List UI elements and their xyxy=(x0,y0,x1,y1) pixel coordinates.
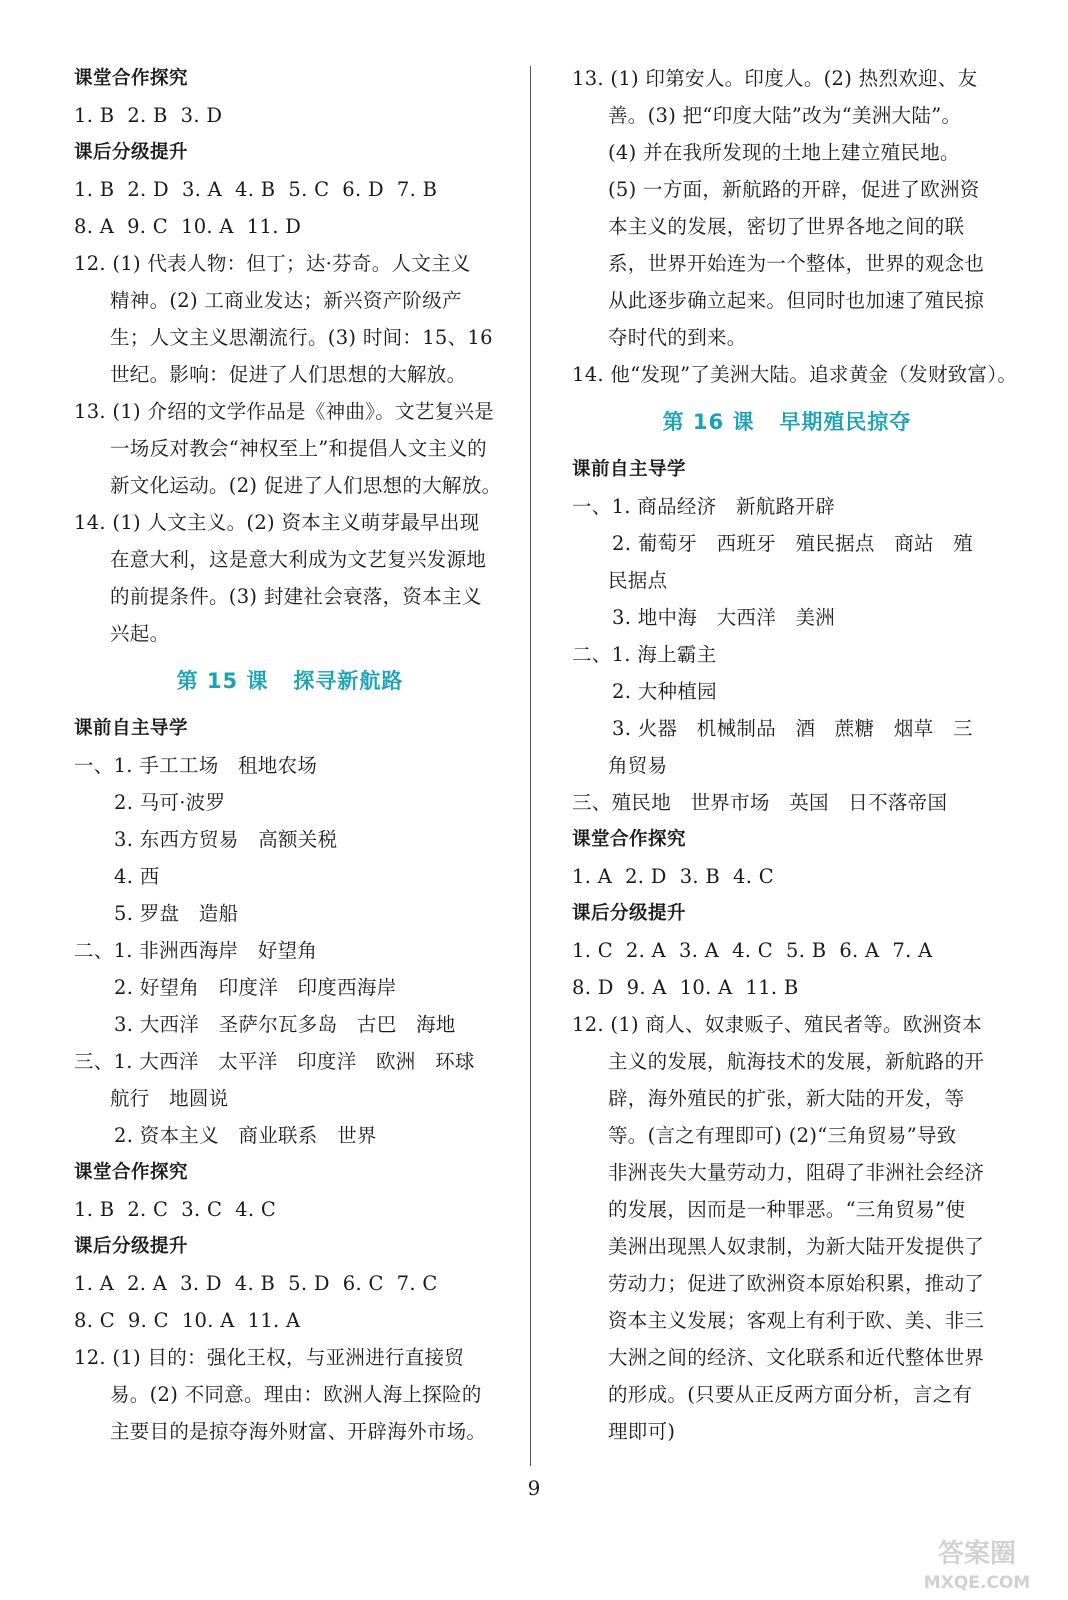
right-column xyxy=(572,60,1018,1450)
answer-line-continued: 易。(2) 不同意。理由：欧洲人海上探险的 xyxy=(110,1383,482,1406)
answer-line-continued: 世纪。影响：促进了人们思想的大解放。 xyxy=(110,363,467,386)
lesson-title: 第 16 课 早期殖民掠夺 xyxy=(662,410,912,434)
watermark-url: MXQE.COM xyxy=(923,1573,1031,1593)
answer-line-continued: 美洲出现黑人奴隶制，为新大陆开发提供了 xyxy=(608,1235,985,1258)
answer-line: 8. D 9. A 10. A 11. B xyxy=(572,976,799,999)
answer-subitem: 3. 火器 机械制品 酒 蔗糖 烟草 三 xyxy=(612,717,973,740)
answer-line-continued: 善。(3) 把“印度大陆”改为“美洲大陆”。 xyxy=(608,104,962,127)
answer-line: 三、殖民地 世界市场 英国 日不落帝国 xyxy=(572,791,948,814)
answer-line-continued: 理即可) xyxy=(608,1420,676,1443)
answer-subitem: 3. 东西方贸易 高额关税 xyxy=(114,828,338,851)
section-heading: 课前自主导学 xyxy=(572,459,687,480)
answer-line-continued: 新文化运动。(2) 促进了人们思想的大解放。 xyxy=(110,474,502,497)
answer-line-continued: 夺时代的到来。 xyxy=(608,326,747,349)
page-number: 9 xyxy=(527,1476,541,1500)
answer-line-continued: (4) 并在我所发现的土地上建立殖民地。 xyxy=(608,141,960,164)
answer-subitem: 2. 马可·波罗 xyxy=(114,791,226,814)
answer-line: 1. B 2. D 3. A 4. B 5. C 6. D 7. B xyxy=(74,178,438,201)
answer-line-continued: (5) 一方面，新航路的开辟，促进了欧洲资 xyxy=(608,178,980,201)
answer-subitem: 3. 地中海 大西洋 美洲 xyxy=(612,606,836,629)
answer-line-continued: 等。(言之有理即可) (2)“三角贸易”导致 xyxy=(608,1124,957,1147)
answer-line-continued: 精神。(2) 工商业发达；新兴资产阶级产 xyxy=(110,289,462,312)
section-heading: 课后分级提升 xyxy=(74,1236,189,1257)
answer-line: 1. A 2. D 3. B 4. C xyxy=(572,865,774,888)
answer-line-continued: 本主义的发展，密切了世界各地之间的联 xyxy=(608,215,965,238)
answer-line: 14. 他“发现”了美洲大陆。追求黄金（发财致富）。 xyxy=(572,363,1018,386)
answer-subitem: 2. 葡萄牙 西班牙 殖民据点 商站 殖 xyxy=(612,532,974,555)
answer-line-continued: 辟，海外殖民的扩张，新大陆的开发，等 xyxy=(608,1087,965,1110)
answer-line-continued: 的发展，因而是一种罪恶。“三角贸易”使 xyxy=(608,1198,966,1221)
section-heading: 课堂合作探究 xyxy=(572,829,687,850)
answer-subitem: 2. 好望角 印度洋 印度西海岸 xyxy=(114,976,397,999)
answer-line-continued: 角贸易 xyxy=(608,754,668,777)
answer-line-continued: 生；人文主义思潮流行。(3) 时间：15、16 xyxy=(110,326,493,349)
answer-line-continued: 兴起。 xyxy=(110,622,170,645)
answer-line-continued: 非洲丧失大量劳动力，阻碍了非洲社会经济 xyxy=(608,1161,985,1184)
answer-line-continued: 民据点 xyxy=(608,569,668,592)
answer-line-continued: 从此逐步确立起来。但同时也加速了殖民掠 xyxy=(608,289,985,312)
answer-line: 一、1. 手工工场 租地农场 xyxy=(74,754,318,777)
answer-subitem: 2. 大种植园 xyxy=(612,680,717,703)
answer-line: 1. C 2. A 3. A 4. C 5. B 6. A 7. A xyxy=(572,939,933,962)
answer-line-continued: 系，世界开始连为一个整体，世界的观念也 xyxy=(608,252,985,275)
answer-line: 1. B 2. C 3. C 4. C xyxy=(74,1198,277,1221)
watermark-logo xyxy=(912,1532,1042,1594)
answer-line: 一、1. 商品经济 新航路开辟 xyxy=(572,495,835,518)
left-column xyxy=(74,60,506,1450)
answer-line-continued: 劳动力；促进了欧洲资本原始积累，推动了 xyxy=(608,1272,985,1295)
answer-line: 二、1. 海上霸主 xyxy=(572,643,717,666)
section-heading: 课堂合作探究 xyxy=(74,68,189,89)
answer-subitem: 2. 资本主义 商业联系 世界 xyxy=(114,1124,377,1147)
lesson-title: 第 15 课 探寻新航路 xyxy=(176,669,404,693)
section-heading: 课前自主导学 xyxy=(74,718,189,739)
column-divider xyxy=(530,66,531,1466)
section-heading: 课后分级提升 xyxy=(572,903,687,924)
answer-line-continued: 的前提条件。(3) 封建社会衰落，资本主义 xyxy=(110,585,482,608)
answer-line-continued: 资本主义发展；客观上有利于欧、美、非三 xyxy=(608,1309,985,1332)
answer-line-continued: 大洲之间的经济、文化联系和近代整体世界 xyxy=(608,1346,985,1369)
answer-line: 1. B 2. B 3. D xyxy=(74,104,223,127)
answer-line-continued: 一场反对教会“神权至上”和提倡人文主义的 xyxy=(110,437,487,460)
answer-subitem: 5. 罗盘 造船 xyxy=(114,902,239,925)
answer-line: 三、1. 大西洋 太平洋 印度洋 欧洲 环球 xyxy=(74,1050,475,1073)
answer-line-continued: 在意大利，这是意大利成为文艺复兴发源地 xyxy=(110,548,487,571)
answer-subitem: 4. 西 xyxy=(114,865,160,888)
answer-line-continued: 航行 地圆说 xyxy=(110,1087,229,1110)
answer-line: 14. (1) 人文主义。(2) 资本主义萌芽最早出现 xyxy=(74,511,480,534)
answer-line: 13. (1) 介绍的文学作品是《神曲》。文艺复兴是 xyxy=(74,400,495,423)
answer-line: 12. (1) 代表人物：但丁；达·芬奇。人文主义 xyxy=(74,252,471,275)
answer-line: 13. (1) 印第安人。印度人。(2) 热烈欢迎、友 xyxy=(572,67,978,90)
watermark-text: 答案圈 xyxy=(937,1539,1017,1569)
answer-line-continued: 的形成。(只要从正反两方面分析，言之有 xyxy=(608,1383,973,1406)
answer-subitem: 3. 大西洋 圣萨尔瓦多岛 古巴 海地 xyxy=(114,1013,456,1036)
answer-line: 8. A 9. C 10. A 11. D xyxy=(74,215,302,238)
section-heading: 课后分级提升 xyxy=(74,142,189,163)
answer-line: 12. (1) 商人、奴隶贩子、殖民者等。欧洲资本 xyxy=(572,1013,983,1036)
answer-line: 1. A 2. A 3. D 4. B 5. D 6. C 7. C xyxy=(74,1272,438,1295)
section-heading: 课堂合作探究 xyxy=(74,1162,189,1183)
answer-line-continued: 主要目的是掠夺海外财富、开辟海外市场。 xyxy=(110,1420,487,1443)
answer-line: 8. C 9. C 10. A 11. A xyxy=(74,1309,301,1332)
answer-line: 12. (1) 目的：强化王权，与亚洲进行直接贸 xyxy=(74,1346,465,1369)
answer-line-continued: 主义的发展，航海技术的发展，新航路的开 xyxy=(608,1050,985,1073)
answer-line: 二、1. 非洲西海岸 好望角 xyxy=(74,939,318,962)
